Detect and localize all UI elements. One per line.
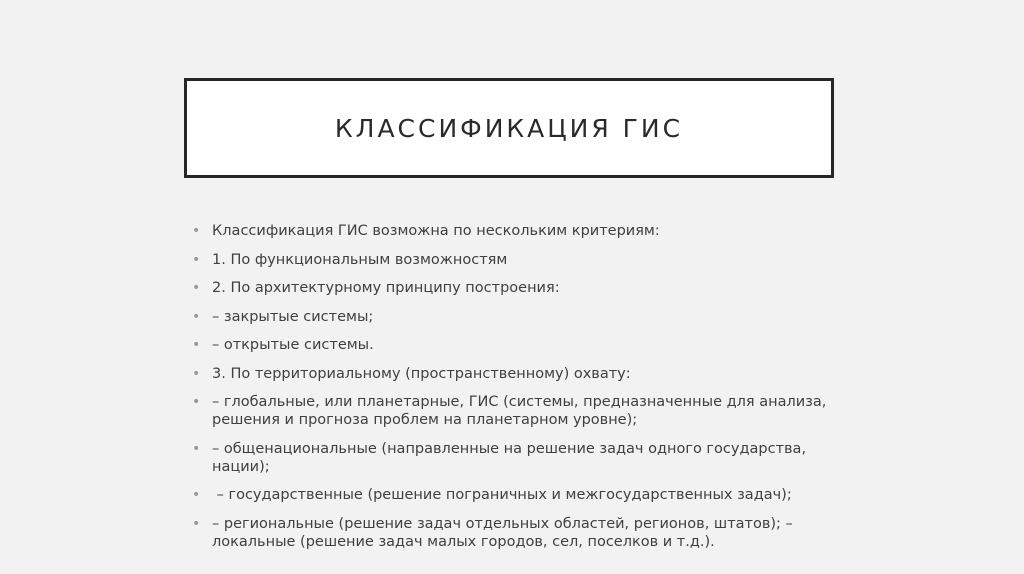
bullet-dot-icon: • <box>192 308 201 325</box>
bullet-text: – глобальные, или планетарные, ГИС (системы, предназначенные для анализа, решения и прогноза проблем на планетарном уровне); <box>212 394 831 428</box>
bullet-text: – государственные (решение пограничных и межгосударственных задач); <box>212 487 792 503</box>
bullet-text: 2. По архитектурному принципу построения: <box>212 280 560 296</box>
bullet-dot-icon: • <box>192 337 201 353</box>
bullet-text: – общенациональные (направленные на решение задач одного государства, нации); <box>212 440 811 475</box>
title-box <box>184 78 834 178</box>
bullet-text: – региональные (решение задач отдельных областей, регионов, штатов); – локальные (решение задач малых городов, сел, поселков и т.д.). <box>212 515 798 550</box>
bullet-text: – закрытые системы; <box>212 308 374 325</box>
bullet-text: 3. По территориальному (пространственному) охвату: <box>212 365 631 382</box>
bullet-dot-icon: • <box>192 440 201 457</box>
list-item <box>192 222 832 240</box>
bullet-dot-icon: • <box>192 365 201 382</box>
list-item <box>192 308 832 326</box>
bullet-text: 1. По функциональным возможностям <box>212 251 508 268</box>
list-item <box>192 279 832 297</box>
list-item <box>192 393 832 429</box>
bullet-text: – открытые системы. <box>212 337 374 353</box>
slide-title: КЛАССИФИКАЦИЯ ГИС <box>334 113 684 143</box>
bullet-list <box>192 222 832 561</box>
list-item <box>192 365 832 383</box>
bullet-dot-icon: • <box>192 394 201 410</box>
bullet-dot-icon: • <box>192 487 201 503</box>
bullet-dot-icon: • <box>192 251 201 268</box>
bullet-dot-icon: • <box>192 280 201 296</box>
bullet-text: Классификация ГИС возможна по нескольким критериям: <box>212 223 660 239</box>
list-item <box>192 251 832 269</box>
list-item <box>192 440 832 476</box>
bullet-dot-icon: • <box>192 515 201 532</box>
list-item <box>192 336 832 354</box>
bullet-dot-icon: • <box>192 223 201 239</box>
list-item <box>192 515 832 551</box>
list-item <box>192 486 832 504</box>
